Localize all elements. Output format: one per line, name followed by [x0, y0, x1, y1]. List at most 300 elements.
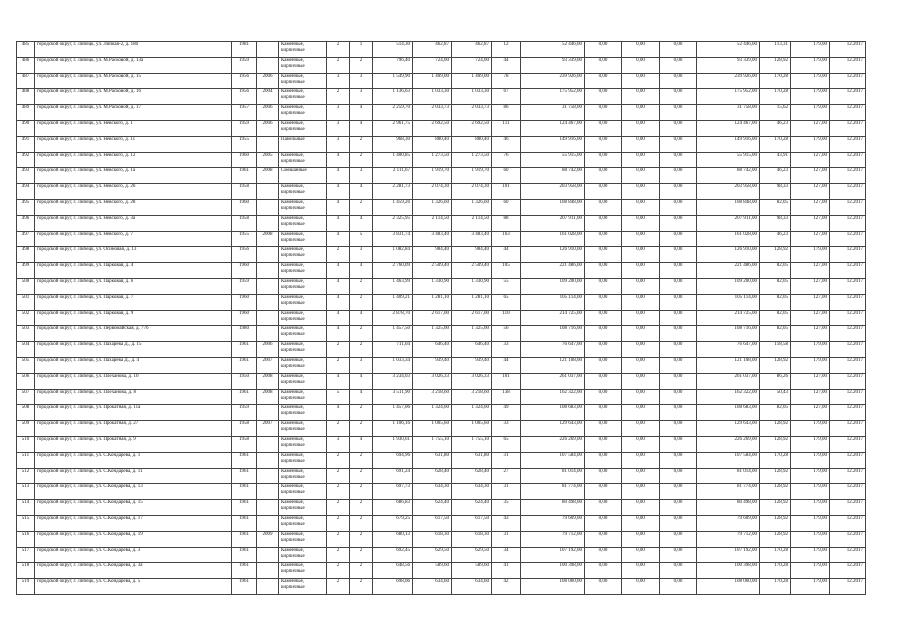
cell-fund-cost: 0,00 [585, 168, 622, 184]
table-row [17, 247, 866, 263]
cell-address: городской округ, г. Липецк, ул. С.Кондарева, д. 15 [35, 500, 232, 516]
cell-row-number: 504 [17, 342, 35, 358]
cell-municipal-cost: 0,00 [660, 515, 697, 531]
cell-total-cost: 239 926,00 [521, 73, 585, 89]
cell-total-cost: 81 774,00 [521, 484, 585, 500]
cell-municipal-cost: 0,00 [660, 342, 697, 358]
cell-residents: 42 [492, 579, 521, 595]
cell-residents: 35 [492, 500, 521, 516]
cell-floors: 5 [327, 389, 350, 405]
cell-deadline: 12.2017 [830, 278, 866, 294]
cell-owners-cost: 214 725,00 [697, 310, 760, 326]
cell-row-number: 485 [17, 42, 35, 58]
cell-residents: 105 [492, 263, 521, 279]
cell-residential-area: 589,60 [413, 563, 452, 579]
cell-deadline: 12.2017 [830, 500, 866, 516]
table-row [17, 215, 866, 231]
table-row [17, 421, 866, 437]
cell-total-cost: 79 609,00 [521, 515, 585, 531]
cell-wall-material: Каменные, кирпичные [279, 579, 327, 595]
table-row [17, 263, 866, 279]
cell-residents: 55 [492, 278, 521, 294]
cell-row-number: 494 [17, 184, 35, 200]
cell-overhaul-year [257, 547, 279, 563]
cell-wall-material: Каменные, кирпичные [279, 120, 327, 136]
cell-unit-cost: 118,58 [760, 342, 791, 358]
table-row [17, 468, 866, 484]
cell-municipal-cost: 0,00 [660, 152, 697, 168]
cell-unit-cost: 128,92 [760, 531, 791, 547]
cell-residential-area: 634,60 [413, 579, 452, 595]
cell-region-cost: 0,00 [622, 89, 660, 105]
cell-max-unit-cost: 127,00 [791, 263, 830, 279]
cell-entrances: 2 [350, 199, 373, 215]
cell-region-cost: 0,00 [622, 73, 660, 89]
cell-overhaul-year [257, 326, 279, 342]
cell-wall-material: Каменные, кирпичные [279, 547, 327, 563]
cell-region-cost: 0,00 [622, 468, 660, 484]
cell-unit-cost: 46,23 [760, 168, 791, 184]
cell-residential-area: 1 324,60 [413, 405, 452, 421]
cell-region-cost: 0,00 [622, 231, 660, 247]
cell-fund-cost: 0,00 [585, 500, 622, 516]
cell-build-year: 1959 [232, 405, 257, 421]
cell-floors: 4 [327, 184, 350, 200]
cell-row-number: 507 [17, 389, 35, 405]
cell-wall-material: Каменные, кирпичные [279, 563, 327, 579]
cell-max-unit-cost: 179,00 [791, 89, 830, 105]
cell-fund-cost: 0,00 [585, 326, 622, 342]
cell-wall-material: Панельные [279, 136, 327, 152]
table-row [17, 357, 866, 373]
cell-unit-cost: 82,05 [760, 310, 791, 326]
cell-max-unit-cost: 127,00 [791, 120, 830, 136]
cell-entrances: 2 [350, 515, 373, 531]
cell-owners-cost: 108 716,00 [697, 326, 760, 342]
cell-deadline: 12.2017 [830, 184, 866, 200]
cell-fund-cost: 0,00 [585, 42, 622, 58]
cell-address: городской округ, г. Липецк, ул. Плеханова, д. 10 [35, 373, 232, 389]
cell-address: городской округ, г. Липецк, ул. Прокатная, д. 27 [35, 421, 232, 437]
cell-private-area: 1 005,60 [452, 421, 492, 437]
cell-entrances: 2 [350, 294, 373, 310]
cell-fund-cost: 0,00 [585, 184, 622, 200]
cell-residential-area: 1 409,00 [413, 73, 452, 89]
cell-owners-cost: 81 774,00 [697, 484, 760, 500]
cell-total-area: 2 111,67 [373, 168, 413, 184]
cell-row-number: 518 [17, 563, 35, 579]
cell-residential-area: 646,40 [413, 342, 452, 358]
cell-residents: 49 [492, 405, 521, 421]
cell-floors: 2 [327, 500, 350, 516]
cell-total-cost: 109 200,00 [521, 278, 585, 294]
cell-total-area: 3 831,74 [373, 231, 413, 247]
cell-max-unit-cost: 179,00 [791, 73, 830, 89]
cell-residential-area: 724,00 [413, 57, 452, 73]
cell-residents: 138 [492, 389, 521, 405]
cell-address: городской округ, г. Липецк, ул. Липкая-2, д. 180 [35, 42, 232, 58]
cell-residents: 78 [492, 73, 521, 89]
cell-address: городской округ, г. Липецк, ул. С.Кондарева, д. 3а [35, 563, 232, 579]
cell-region-cost: 0,00 [622, 421, 660, 437]
cell-region-cost: 0,00 [622, 105, 660, 121]
cell-overhaul-year: 2009 [257, 531, 279, 547]
cell-municipal-cost: 0,00 [660, 405, 697, 421]
cell-fund-cost: 0,00 [585, 294, 622, 310]
cell-build-year: 1958 [232, 184, 257, 200]
cell-max-unit-cost: 127,00 [791, 168, 830, 184]
cell-fund-cost: 0,00 [585, 373, 622, 389]
cell-deadline: 12.2017 [830, 105, 866, 121]
cell-private-area: 2 617,00 [452, 310, 492, 326]
cell-max-unit-cost: 179,00 [791, 57, 830, 73]
cell-fund-cost: 0,00 [585, 136, 622, 152]
cell-owners-cost: 31 758,00 [697, 105, 760, 121]
cell-floors: 2 [327, 563, 350, 579]
cell-wall-material: Каменные, кирпичные [279, 452, 327, 468]
cell-fund-cost: 0,00 [585, 436, 622, 452]
cell-overhaul-year: 2004 [257, 89, 279, 105]
cell-owners-cost: 207 911,00 [697, 215, 760, 231]
cell-floors: 2 [327, 468, 350, 484]
cell-total-area: 514,30 [373, 42, 413, 58]
cell-build-year: 1956 [232, 73, 257, 89]
cell-unit-cost: 128,92 [760, 468, 791, 484]
cell-address: городской округ, г. Липецк, ул. Невского, д. 7 [35, 231, 232, 247]
cell-region-cost: 0,00 [622, 263, 660, 279]
cell-private-area: 939,40 [452, 357, 492, 373]
cell-entrances: 4 [350, 310, 373, 326]
cell-residential-area: 1 273,50 [413, 152, 452, 168]
cell-max-unit-cost: 179,00 [791, 563, 830, 579]
cell-municipal-cost: 0,00 [660, 73, 697, 89]
cell-entrances: 3 [350, 73, 373, 89]
cell-deadline: 12.2017 [830, 310, 866, 326]
cell-overhaul-year [257, 468, 279, 484]
cell-private-area: 724,00 [452, 57, 492, 73]
cell-total-cost: 79 712,00 [521, 531, 585, 547]
cell-residential-area: 629,50 [413, 547, 452, 563]
cell-overhaul-year [257, 136, 279, 152]
cell-row-number: 510 [17, 436, 35, 452]
cell-owners-cost: 80 498,00 [697, 500, 760, 516]
cell-overhaul-year: 2005 [257, 152, 279, 168]
cell-total-cost: 214 725,00 [521, 310, 585, 326]
cell-municipal-cost: 0,00 [660, 547, 697, 563]
cell-total-area: 2 961,75 [373, 120, 413, 136]
cell-residents: 60 [492, 168, 521, 184]
cell-floors: 2 [327, 579, 350, 595]
cell-residents: 110 [492, 310, 521, 326]
cell-build-year: 1980 [232, 326, 257, 342]
cell-floors: 4 [327, 405, 350, 421]
cell-deadline: 12.2017 [830, 484, 866, 500]
cell-overhaul-year: 2008 [257, 389, 279, 405]
cell-unit-cost: 128,92 [760, 357, 791, 373]
cell-deadline: 12.2017 [830, 263, 866, 279]
cell-build-year: 1961 [232, 389, 257, 405]
cell-private-area: 462,87 [452, 42, 492, 58]
cell-total-cost: 31 758,00 [521, 105, 585, 121]
cell-residential-area: 1 919,70 [413, 168, 452, 184]
cell-floors: 3 [327, 105, 350, 121]
table-row [17, 373, 866, 389]
cell-unit-cost: 170,28 [760, 452, 791, 468]
cell-wall-material: Каменные, кирпичные [279, 152, 327, 168]
cell-overhaul-year [257, 57, 279, 73]
cell-deadline: 12.2017 [830, 152, 866, 168]
cell-residential-area: 3 026,33 [413, 373, 452, 389]
cell-max-unit-cost: 127,00 [791, 184, 830, 200]
cell-row-number: 500 [17, 278, 35, 294]
cell-total-area: 1 457,50 [373, 326, 413, 342]
cell-build-year: 1960 [232, 294, 257, 310]
cell-total-area: 2 878,70 [373, 310, 413, 326]
cell-wall-material: Каменные, кирпичные [279, 389, 327, 405]
cell-total-area: 691,24 [373, 468, 413, 484]
cell-address: городской округ, г. Липецк, ул. Первомайская, д. 77б [35, 326, 232, 342]
cell-region-cost: 0,00 [622, 579, 660, 595]
cell-total-area: 698,06 [373, 579, 413, 595]
cell-residential-area: 634,30 [413, 484, 452, 500]
cell-deadline: 12.2017 [830, 136, 866, 152]
cell-total-cost: 221 486,00 [521, 263, 585, 279]
cell-entrances: 2 [350, 452, 373, 468]
cell-deadline: 12.2017 [830, 563, 866, 579]
cell-private-area: 1 409,00 [452, 73, 492, 89]
cell-floors: 2 [327, 452, 350, 468]
cell-private-area: 3 218,60 [452, 389, 492, 405]
cell-municipal-cost: 0,00 [660, 326, 697, 342]
cell-address: городской округ, г. Липецк, ул. С.Кондарева, д. 1 [35, 452, 232, 468]
cell-municipal-cost: 0,00 [660, 89, 697, 105]
cell-total-area: 694,96 [373, 452, 413, 468]
cell-residential-area: 1 005,60 [413, 421, 452, 437]
cell-total-area: 1 136,63 [373, 89, 413, 105]
cell-private-area: 1 325,00 [452, 326, 492, 342]
cell-entrances: 2 [350, 468, 373, 484]
cell-owners-cost: 109 200,00 [697, 278, 760, 294]
cell-total-area: 3 234,03 [373, 373, 413, 389]
table-row [17, 73, 866, 89]
cell-entrances: 2 [350, 152, 373, 168]
cell-private-area: 3 483,40 [452, 231, 492, 247]
cell-address: городской округ, г. Липецк, ул. С.Кондарева, д. 5 [35, 579, 232, 595]
cell-region-cost: 0,00 [622, 310, 660, 326]
cell-residents: 34 [492, 547, 521, 563]
cell-residents: 44 [492, 357, 521, 373]
cell-entrances: 4 [350, 389, 373, 405]
cell-private-area: 1 330,90 [452, 278, 492, 294]
cell-overhaul-year: 2007 [257, 357, 279, 373]
cell-fund-cost: 0,00 [585, 310, 622, 326]
cell-municipal-cost: 0,00 [660, 120, 697, 136]
cell-fund-cost: 0,00 [585, 357, 622, 373]
cell-max-unit-cost: 179,00 [791, 42, 830, 58]
cell-build-year: 1961 [232, 168, 257, 184]
cell-floors: 2 [327, 57, 350, 73]
cell-max-unit-cost: 127,00 [791, 278, 830, 294]
cell-residents: 86 [492, 105, 521, 121]
cell-wall-material: Каменные, кирпичные [279, 42, 327, 58]
cell-max-unit-cost: 179,00 [791, 436, 830, 452]
cell-unit-cost: 50,43 [760, 389, 791, 405]
cell-region-cost: 0,00 [622, 452, 660, 468]
cell-total-cost: 161 028,00 [521, 231, 585, 247]
cell-build-year: 1959 [232, 120, 257, 136]
cell-row-number: 517 [17, 547, 35, 563]
cell-overhaul-year: 2007 [257, 421, 279, 437]
cell-row-number: 513 [17, 484, 35, 500]
cell-unit-cost: 170,28 [760, 89, 791, 105]
cell-owners-cost: 161 028,00 [697, 231, 760, 247]
cell-owners-cost: 129 643,00 [697, 421, 760, 437]
cell-owners-cost: 108 060,00 [697, 579, 760, 595]
cell-private-area: 3 026,33 [452, 373, 492, 389]
cell-fund-cost: 0,00 [585, 215, 622, 231]
cell-municipal-cost: 0,00 [660, 184, 697, 200]
cell-wall-material: Каменные, кирпичные [279, 500, 327, 516]
cell-deadline: 12.2017 [830, 342, 866, 358]
cell-row-number: 516 [17, 531, 35, 547]
cell-owners-cost: 88 742,00 [697, 168, 760, 184]
cell-region-cost: 0,00 [622, 136, 660, 152]
cell-fund-cost: 0,00 [585, 342, 622, 358]
cell-total-cost: 108 716,00 [521, 326, 585, 342]
cell-private-area: 984,40 [452, 247, 492, 263]
cell-deadline: 12.2017 [830, 421, 866, 437]
cell-total-area: 1 457,06 [373, 405, 413, 421]
cell-municipal-cost: 0,00 [660, 436, 697, 452]
cell-wall-material: Каменные, кирпичные [279, 326, 327, 342]
cell-overhaul-year [257, 310, 279, 326]
cell-municipal-cost: 0,00 [660, 168, 697, 184]
cell-wall-material: Каменные, кирпичные [279, 73, 327, 89]
cell-owners-cost: 108 848,00 [697, 199, 760, 215]
cell-total-cost: 261 037,00 [521, 373, 585, 389]
cell-overhaul-year: 2008 [257, 168, 279, 184]
cell-address: городской округ, г. Липецк, ул. Парковая, д. 7 [35, 294, 232, 310]
cell-total-area: 697,73 [373, 484, 413, 500]
cell-address: городской округ, г. Липецк, ул. Невского, д. 1 [35, 120, 232, 136]
cell-build-year: 1956 [232, 89, 257, 105]
cell-region-cost: 0,00 [622, 326, 660, 342]
cell-owners-cost: 107 192,00 [697, 547, 760, 563]
cell-floors: 4 [327, 263, 350, 279]
cell-entrances: 2 [350, 547, 373, 563]
cell-unit-cost: 15,62 [760, 105, 791, 121]
cell-deadline: 12.2017 [830, 199, 866, 215]
cell-total-area: 1 106,16 [373, 421, 413, 437]
cell-residents: 44 [492, 57, 521, 73]
cell-wall-material: Каменные, кирпичные [279, 531, 327, 547]
table-row [17, 405, 866, 421]
cell-address: городской округ, г. Липецк, ул. Парковая, д. 6 [35, 278, 232, 294]
cell-deadline: 12.2017 [830, 547, 866, 563]
cell-municipal-cost: 0,00 [660, 42, 697, 58]
table-row [17, 436, 866, 452]
cell-max-unit-cost: 179,00 [791, 515, 830, 531]
cell-deadline: 12.2017 [830, 405, 866, 421]
cell-private-area: 1 273,50 [452, 152, 492, 168]
cell-overhaul-year [257, 563, 279, 579]
cell-residents: 60 [492, 199, 521, 215]
cell-municipal-cost: 0,00 [660, 563, 697, 579]
cell-build-year: 1961 [232, 515, 257, 531]
cell-max-unit-cost: 179,00 [791, 105, 830, 121]
cell-private-area: 1 755,10 [452, 436, 492, 452]
table-row [17, 278, 866, 294]
cell-region-cost: 0,00 [622, 120, 660, 136]
cell-residents: 12 [492, 42, 521, 58]
cell-deadline: 12.2017 [830, 247, 866, 263]
cell-wall-material: Каменные, кирпичные [279, 247, 327, 263]
cell-unit-cost: 128,92 [760, 57, 791, 73]
cell-residents: 33 [492, 342, 521, 358]
cell-residential-area: 2 033,73 [413, 105, 452, 121]
cell-overhaul-year: 2006 [257, 73, 279, 89]
cell-region-cost: 0,00 [622, 500, 660, 516]
cell-wall-material: Каменные, кирпичные [279, 278, 327, 294]
cell-total-cost: 108 848,00 [521, 199, 585, 215]
cell-private-area: 629,50 [452, 547, 492, 563]
cell-private-area: 618,30 [452, 531, 492, 547]
table-row [17, 152, 866, 168]
cell-overhaul-year [257, 515, 279, 531]
cell-unit-cost: 128,92 [760, 484, 791, 500]
cell-region-cost: 0,00 [622, 152, 660, 168]
cell-private-area: 624,40 [452, 500, 492, 516]
cell-max-unit-cost: 179,00 [791, 579, 830, 595]
cell-owners-cost: 105 114,00 [697, 294, 760, 310]
cell-fund-cost: 0,00 [585, 421, 622, 437]
cell-owners-cost: 226 269,00 [697, 436, 760, 452]
cell-row-number: 505 [17, 357, 35, 373]
cell-build-year: 1960 [232, 152, 257, 168]
cell-row-number: 487 [17, 73, 35, 89]
cell-residential-area: 939,40 [413, 357, 452, 373]
cell-municipal-cost: 0,00 [660, 421, 697, 437]
table-row [17, 484, 866, 500]
table-row [17, 579, 866, 595]
cell-region-cost: 0,00 [622, 373, 660, 389]
cell-entrances: 4 [350, 184, 373, 200]
cell-row-number: 489 [17, 105, 35, 121]
cell-total-area: 796,40 [373, 57, 413, 73]
cell-total-area: 1 459,26 [373, 199, 413, 215]
cell-max-unit-cost: 127,00 [791, 405, 830, 421]
cell-build-year: 1961 [232, 468, 257, 484]
cell-total-cost: 108 683,00 [521, 405, 585, 421]
cell-region-cost: 0,00 [622, 168, 660, 184]
cell-address: городской округ, г. Липецк, ул. Плеханова, д. 8 [35, 389, 232, 405]
cell-floors: 2 [327, 531, 350, 547]
cell-residential-area: 462,87 [413, 42, 452, 58]
cell-total-cost: 52 446,00 [521, 42, 585, 58]
cell-region-cost: 0,00 [622, 405, 660, 421]
cell-residents: 56 [492, 326, 521, 342]
cell-total-area: 2 259,70 [373, 105, 413, 121]
cell-residential-area: 3 218,60 [413, 389, 452, 405]
cell-address: городской округ, г. Липецк, ул. С.Кондарева, д. 11 [35, 468, 232, 484]
cell-floors: 3 [327, 73, 350, 89]
cell-deadline: 12.2017 [830, 57, 866, 73]
cell-unit-cost: 113,31 [760, 42, 791, 58]
table-row [17, 105, 866, 121]
cell-unit-cost: 82,05 [760, 294, 791, 310]
cell-fund-cost: 0,00 [585, 278, 622, 294]
cell-entrances: 4 [350, 120, 373, 136]
